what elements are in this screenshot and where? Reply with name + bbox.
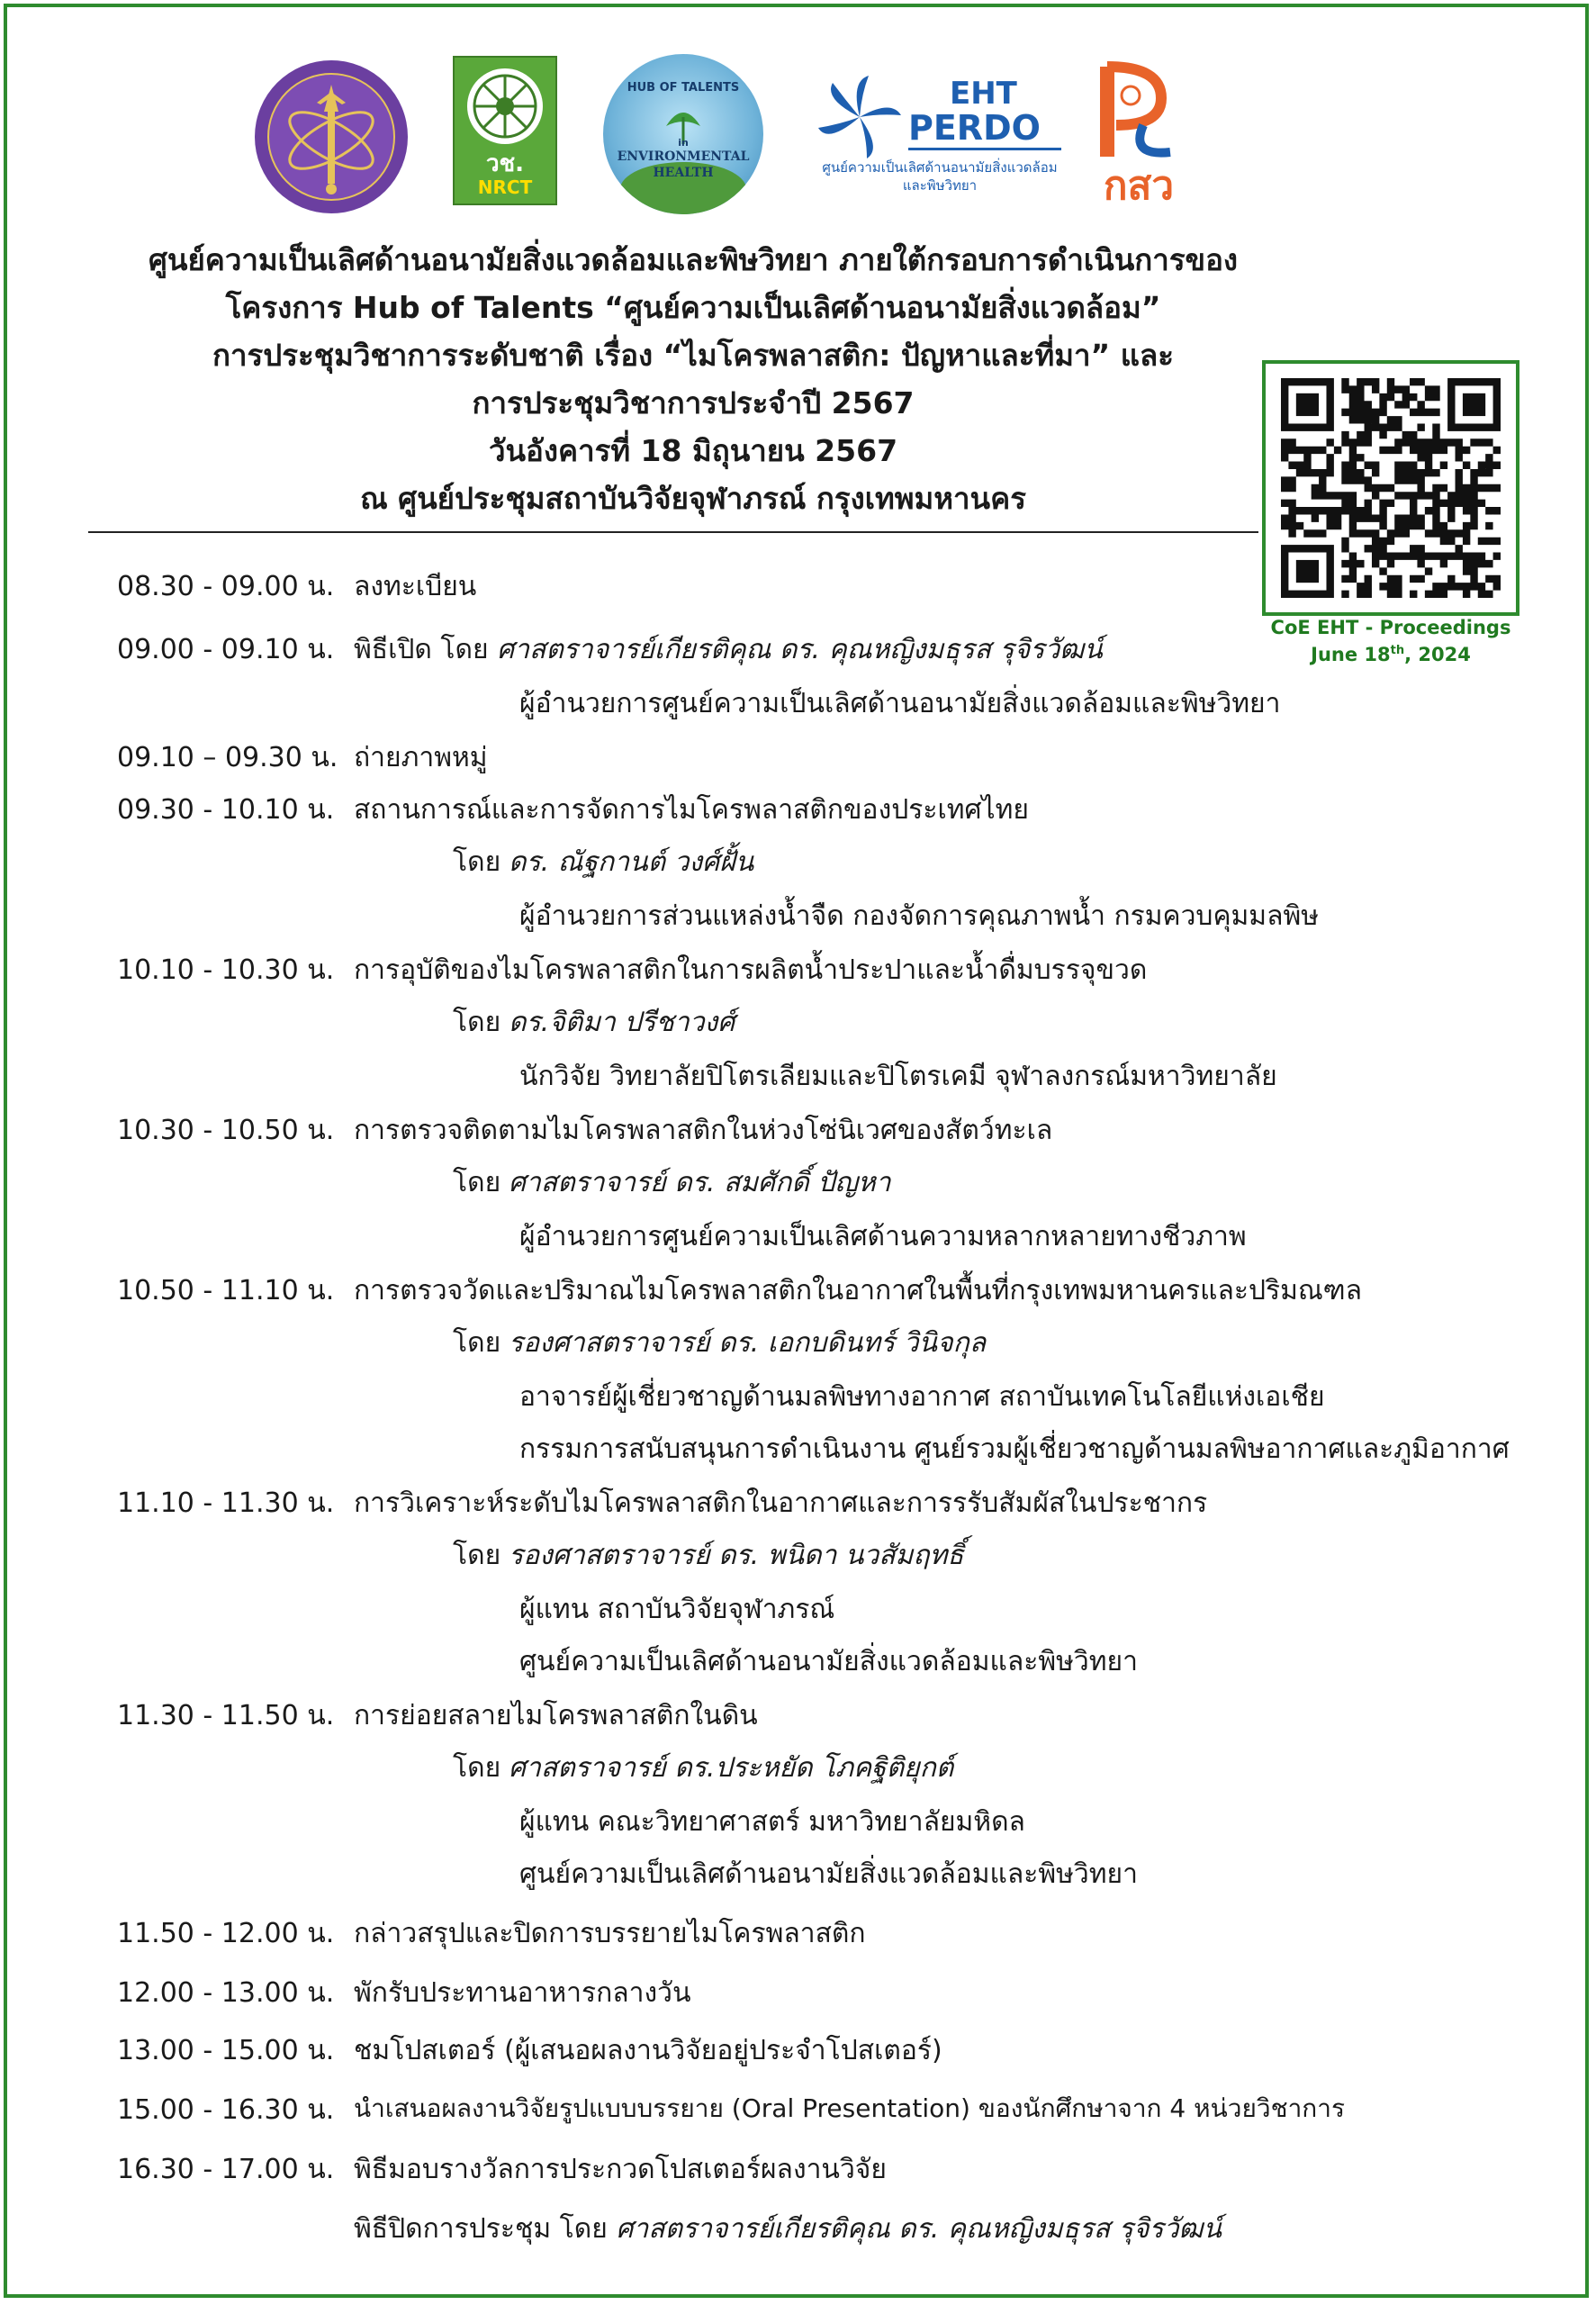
speaker-name: ดร.จิติมา ปรีชาวงศ์ xyxy=(509,1007,735,1038)
speaker-name: รองศาสตราจารย์ ดร. พนิดา นวสัมฤทธิ์ xyxy=(509,1540,964,1571)
agenda-title: การวิเคราะห์ระดับไมโครพลาสติกในอากาศและการรรับสัมผัสในประชากร xyxy=(354,1487,1208,1519)
eht-perdo-logo xyxy=(815,72,1067,207)
agenda-title-text: พิธีเปิด โดย xyxy=(354,634,498,665)
speaker-position: ผู้อำนวยการศูนย์ความเป็นเลิศด้านอนามัยสิ่งแวดล้อมและพิษวิทยา xyxy=(519,688,1281,719)
speaker-name: ศาสตราจารย์เกียรติคุณ ดร. คุณหญิงมธุรส รุจิรวัฒน์ xyxy=(616,2213,1222,2245)
agenda-row xyxy=(0,2208,1596,2255)
emblem-logo xyxy=(252,58,410,216)
eht-text: EHT xyxy=(950,76,1017,112)
speaker-position: ศูนย์ความเป็นเลิศด้านอนามัยสิ่งแวดล้อมและพิษวิทยา xyxy=(519,1858,1138,1890)
speaker-position: ผู้อำนวยการส่วนแหล่งน้ำจืด กองจัดการคุณภาพน้ำ กรมควบคุมมลพิษ xyxy=(519,900,1320,932)
eht-thai-2: และพิษวิทยา xyxy=(902,177,978,194)
agenda-title: ลงทะเบียน xyxy=(354,571,477,602)
agenda-time: 11.10 - 11.30 น. xyxy=(117,1487,335,1519)
by-label: โดย xyxy=(453,1007,501,1038)
by-label: โดย xyxy=(453,1752,501,1784)
agenda-row xyxy=(0,1801,1596,1848)
agenda-row xyxy=(0,1972,1596,2019)
speaker-position: ศูนย์ความเป็นเลิศด้านอนามัยสิ่งแวดล้อมและพิษวิทยา xyxy=(519,1646,1138,1677)
agenda-row xyxy=(0,1641,1596,1687)
agenda-time: 11.50 - 12.00 น. xyxy=(117,1918,335,1949)
agenda-title xyxy=(354,2208,1222,2250)
agenda-time: 08.30 - 09.00 น. xyxy=(117,571,335,602)
globe-icon xyxy=(603,54,763,214)
agenda-row xyxy=(0,737,1596,783)
header-line-5: วันอังคารที่ 18 มิถุนายน 2567 xyxy=(488,433,898,468)
agenda-time: 12.00 - 13.00 น. xyxy=(117,1977,335,2009)
speaker-position: ผู้แทน สถาบันวิจัยจุฬาภรณ์ xyxy=(519,1594,835,1625)
hub-of-talents-logo xyxy=(603,54,763,214)
pmu-logo xyxy=(1089,58,1188,216)
by-label: โดย xyxy=(453,1540,501,1571)
agenda-time: 15.00 - 16.30 น. xyxy=(117,2094,335,2126)
agenda-row xyxy=(0,1216,1596,1262)
agenda-row xyxy=(0,1747,1596,1794)
by-label: โดย xyxy=(453,1327,501,1359)
agenda-row xyxy=(0,1270,1596,1316)
eht-thai-1: ศูนย์ความเป็นเลิศด้านอนามัยสิ่งแวดล้อม xyxy=(822,159,1058,176)
agenda-time: 13.00 - 15.00 น. xyxy=(117,2035,335,2066)
event-header xyxy=(90,236,1296,522)
swirl-icon xyxy=(815,72,905,162)
agenda-title: ถ่ายภาพหมู่ xyxy=(354,742,488,773)
agenda-time: 16.30 - 17.00 น. xyxy=(117,2154,335,2185)
agenda-row xyxy=(0,841,1596,888)
agenda-row xyxy=(0,1695,1596,1741)
qr-caption-date: June 18 xyxy=(1311,644,1391,665)
qr-caption-sup: th xyxy=(1390,644,1405,657)
nrct-th: วช. xyxy=(485,150,525,177)
pmu-mark-icon xyxy=(1089,58,1188,166)
pmu-text: กสว xyxy=(1103,163,1175,209)
eht-underline xyxy=(908,148,1061,150)
agenda-row xyxy=(0,2148,1596,2195)
header-line-6: ณ ศูนย์ประชุมสถาบันวิจัยจุฬาภรณ์ กรุงเทพมหานคร xyxy=(360,481,1026,516)
hub-line1: HUB OF TALENTS xyxy=(627,81,740,95)
speaker-name: ศาสตราจารย์ ดร. สมศักดิ์ ปัญหา xyxy=(509,1167,891,1198)
speaker-position: ผู้อำนวยการศูนย์ความเป็นเลิศด้านความหลากหลายทางชีวภาพ xyxy=(519,1221,1247,1252)
agenda-row xyxy=(0,2089,1596,2136)
by-label: โดย xyxy=(453,1167,501,1198)
speaker-position: กรรมการสนับสนุนการดำเนินงาน ศูนย์รวมผู้เชี่ยวชาญด้านมลพิษอากาศและภูมิอากาศ xyxy=(519,1433,1510,1465)
nrct-en: NRCT xyxy=(477,176,533,198)
perdo-text: PERDO xyxy=(908,108,1041,148)
qr-caption-line1: CoE EHT - Proceedings xyxy=(1270,617,1511,638)
speaker-name: ศาสตราจารย์ ดร.ประหยัด โภคฐิติยุกต์ xyxy=(509,1752,954,1784)
speaker-position: อาจารย์ผู้เชี่ยวชาญด้านมลพิษทางอากาศ สถาบันเทคโนโลยีแห่งเอเชีย xyxy=(519,1381,1325,1413)
speaker-position: นักวิจัย วิทยาลัยปิโตรเลียมและปิโตรเคมี จุฬาลงกรณ์มหาวิทยาลัย xyxy=(519,1061,1277,1092)
agenda-row xyxy=(0,682,1596,729)
agenda-title xyxy=(354,628,1103,671)
wheel-icon xyxy=(455,61,555,151)
agenda-time: 11.30 - 11.50 น. xyxy=(117,1700,335,1731)
agenda-title: การตรวจวัดและปริมาณไมโครพลาสติกในอากาศในพื้นที่กรุงเทพมหานครและปริมณฑล xyxy=(354,1275,1363,1306)
hub-line2: in xyxy=(678,137,689,149)
agenda-row xyxy=(0,1001,1596,1048)
agenda-title: พักรับประทานอาหารกลางวัน xyxy=(354,1977,691,2009)
qr-caption-year: , 2024 xyxy=(1404,644,1471,665)
agenda-row xyxy=(0,628,1596,675)
agenda-time: 09.30 - 10.10 น. xyxy=(117,794,335,826)
agenda-row xyxy=(0,1534,1596,1581)
agenda-row xyxy=(0,1912,1596,1959)
agenda-row xyxy=(0,1853,1596,1900)
agenda-time: 09.00 - 09.10 น. xyxy=(117,634,335,665)
agenda-row xyxy=(0,1109,1596,1156)
header-divider xyxy=(88,531,1258,533)
agenda-row xyxy=(0,565,1596,612)
by-label: โดย xyxy=(453,846,501,878)
agenda-title: พิธีมอบรางวัลการประกวดโปสเตอร์ผลงานวิจัย xyxy=(354,2154,887,2185)
agenda-title: นำเสนอผลงานวิจัยรูปแบบบรรยาย (Oral Presentation) ของนักศึกษาจาก 4 หน่วยวิชาการ xyxy=(354,2093,1346,2123)
agenda-time: 09.10 – 09.30 น. xyxy=(117,742,338,773)
header-line-4: การประชุมวิชาการประจำปี 2567 xyxy=(472,385,915,420)
agenda-time: 10.50 - 11.10 น. xyxy=(117,1275,335,1306)
header-line-2: โครงการ Hub of Talents “ศูนย์ความเป็นเลิศด้านอนามัยสิ่งแวดล้อม” xyxy=(225,290,1161,325)
header-line-1: ศูนย์ความเป็นเลิศด้านอนามัยสิ่งแวดล้อมและพิษวิทยา ภายใต้กรอบการดำเนินการของ xyxy=(148,242,1239,277)
speaker-position: ผู้แทน คณะวิทยาศาสตร์ มหาวิทยาลัยมหิดล xyxy=(519,1806,1025,1838)
agenda-row xyxy=(0,1588,1596,1635)
agenda-row xyxy=(0,1376,1596,1423)
agenda-title: กล่าวสรุปและปิดการบรรยายไมโครพลาสติก xyxy=(354,1918,866,1949)
agenda-row xyxy=(0,789,1596,836)
agenda-row xyxy=(0,1322,1596,1369)
agenda-row xyxy=(0,949,1596,996)
speaker-name: ศาสตราจารย์เกียรติคุณ ดร. คุณหญิงมธุรส รุจิรวัฒน์ xyxy=(497,634,1103,665)
hub-line4: HEALTH xyxy=(653,166,714,180)
agenda-title: การย่อยสลายไมโครพลาสติกในดิน xyxy=(354,1700,758,1731)
agenda-row xyxy=(0,1162,1596,1208)
hub-line3: ENVIRONMENTAL xyxy=(617,149,750,164)
agenda-title: ชมโปสเตอร์ (ผู้เสนอผลงานวิจัยอยู่ประจำโปสเตอร์) xyxy=(354,2035,942,2066)
agenda-title: การอุบัติของไมโครพลาสติกในการผลิตน้ำประปาและน้ำดื่มบรรจุขวด xyxy=(354,954,1148,986)
speaker-name: รองศาสตราจารย์ ดร. เอกบดินทร์ วินิจกุล xyxy=(509,1327,987,1359)
agenda-time: 10.10 - 10.30 น. xyxy=(117,954,335,986)
agenda-title-text: พิธีปิดการประชุม โดย xyxy=(354,2213,617,2245)
speaker-name: ดร. ณัฐกานต์ วงศ์ฝั้น xyxy=(509,846,754,878)
agenda-title: สถานการณ์และการจัดการไมโครพลาสติกของประเทศไทย xyxy=(354,794,1029,826)
agenda-row xyxy=(0,895,1596,942)
agenda-time: 10.30 - 10.50 น. xyxy=(117,1115,335,1146)
agenda-row xyxy=(0,1055,1596,1102)
agenda-row xyxy=(0,2029,1596,2076)
agenda-row xyxy=(0,1428,1596,1475)
nrct-logo xyxy=(453,56,557,205)
logo-strip xyxy=(243,54,1215,225)
header-line-3: การประชุมวิชาการระดับชาติ เรื่อง “ไมโครพลาสติก: ปัญหาและที่มา” และ xyxy=(212,338,1174,373)
agenda-row xyxy=(0,1482,1596,1529)
agenda-title: การตรวจติดตามไมโครพลาสติกในห่วงโซ่นิเวศของสัตว์ทะเล xyxy=(354,1115,1053,1146)
